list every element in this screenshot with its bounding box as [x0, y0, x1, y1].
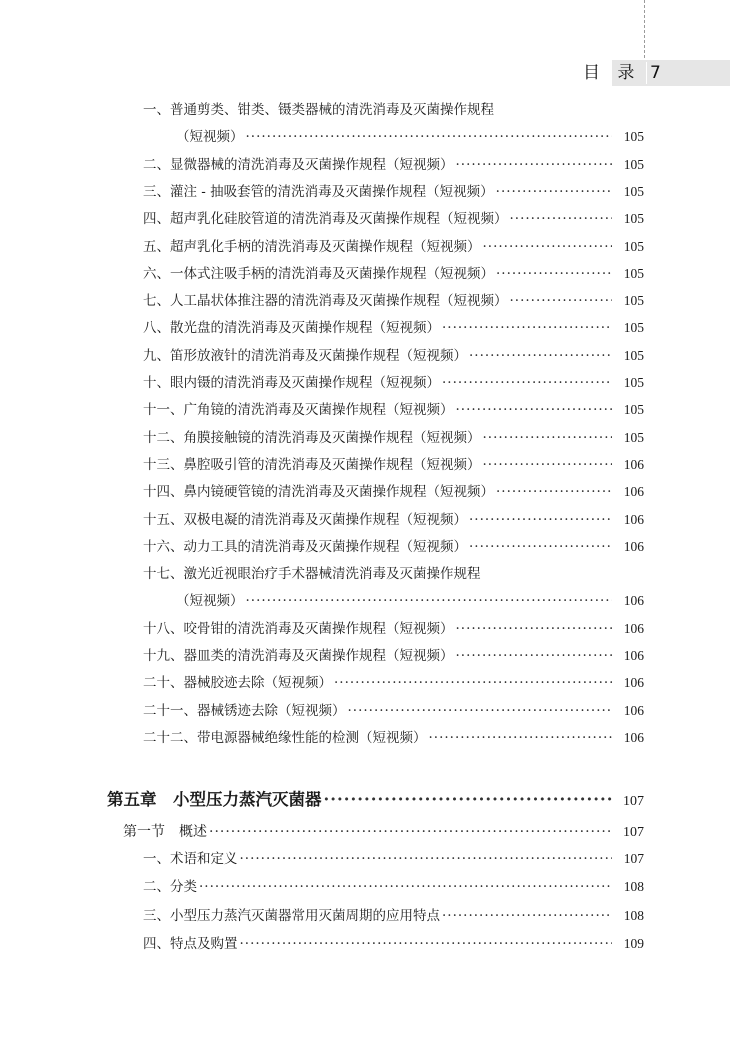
toc-subitem[interactable]	[143, 906, 644, 926]
toc-entry-page-number: 105	[623, 293, 644, 309]
dot-leader	[510, 291, 613, 311]
dot-leader	[456, 400, 613, 420]
toc-entry-page-number: 106	[623, 648, 644, 663]
toc-entry-page-number: 105	[623, 347, 644, 363]
toc-entry-page-number: 107	[623, 851, 644, 866]
toc-entry-page-number: 105	[623, 211, 644, 227]
toc-entry-title: 十九、器皿类的清洗消毒及灭菌操作规程（短视频）	[143, 648, 454, 664]
toc-entry-page-number: 108	[623, 879, 644, 895]
toc-entry-page-number: 107	[623, 825, 644, 840]
toc-entry-page-number: 105	[623, 183, 644, 199]
toc-entry[interactable]	[143, 482, 644, 502]
toc-entry[interactable]	[143, 291, 644, 311]
section-heading[interactable]	[123, 822, 644, 842]
toc-entry-title: 二十一、器械锈迹去除（短视频）	[143, 702, 346, 719]
toc-entry-title: 二十二、带电源器械绝缘性能的检测（短视频）	[143, 729, 427, 746]
dot-leader	[240, 934, 613, 954]
toc-entry-title: 十三、鼻腔吸引管的清洗消毒及灭菌操作规程（短视频）	[143, 456, 481, 473]
toc-entry-title: 二、显微器械的清洗消毒及灭菌操作规程（短视频）	[143, 156, 454, 173]
toc-entry-page-number: 105	[623, 156, 644, 172]
toc-entry[interactable]	[143, 537, 644, 557]
toc-entry-title: 七、人工晶状体推注器的清洗消毒及灭菌操作规程（短视频）	[143, 293, 508, 310]
dot-leader	[456, 646, 613, 666]
toc-entry[interactable]	[143, 455, 644, 475]
toc-entry-title: 二十、器械胶迹去除（短视频）	[143, 675, 332, 692]
toc-entry-continuation[interactable]	[176, 591, 644, 611]
dot-leader	[469, 510, 612, 530]
toc-entry-page-number: 106	[623, 456, 644, 472]
toc-entry-title: 十五、双极电凝的清洗消毒及灭菌操作规程（短视频）	[143, 511, 467, 528]
dot-leader	[442, 318, 612, 338]
toc-entry-page-number: 108	[623, 907, 644, 923]
toc-entry[interactable]	[143, 264, 644, 284]
running-header-title: 目 录	[583, 63, 641, 83]
toc-entry-title: 五、超声乳化手柄的清洗消毒及灭菌操作规程（短视频）	[143, 238, 481, 255]
toc-entry[interactable]	[143, 673, 644, 693]
toc-entry-title: 一、术语和定义	[143, 851, 238, 867]
header-divider	[646, 62, 647, 84]
margin-guide-line	[644, 0, 645, 58]
toc-entry-title: 十八、咬骨钳的清洗消毒及灭菌操作规程（短视频）	[143, 620, 454, 637]
dot-leader	[334, 673, 612, 693]
toc-entry-title: （短视频）	[176, 129, 244, 146]
dot-leader	[442, 373, 612, 393]
toc-entry-title[interactable]: 十七、激光近视眼治疗手术器械清洗消毒及灭菌操作规程	[143, 566, 481, 583]
toc-entry[interactable]	[143, 701, 644, 721]
dot-leader	[246, 591, 613, 611]
toc-entry-title: 十二、角膜接触镜的清洗消毒及灭菌操作规程（短视频）	[143, 429, 481, 446]
toc-entry[interactable]	[143, 346, 644, 366]
toc-entry-page-number: 109	[623, 935, 644, 951]
dot-leader	[456, 155, 613, 175]
dot-leader	[496, 482, 612, 502]
toc-entry-page-number: 106	[623, 511, 644, 527]
toc-entry-title: 四、特点及购置	[143, 935, 238, 952]
dot-leader	[483, 237, 613, 257]
dot-leader	[469, 346, 612, 366]
toc-entry-page-number: 106	[623, 593, 644, 609]
toc-entry[interactable]	[143, 209, 644, 229]
toc-entry-page-number: 105	[623, 402, 644, 418]
dot-leader	[442, 906, 612, 926]
dot-leader	[209, 822, 612, 842]
toc-entry-title[interactable]: 一、普通剪类、钳类、镊类器械的清洗消毒及灭菌操作规程	[143, 102, 494, 118]
dot-leader	[496, 264, 612, 284]
dot-leader	[324, 790, 613, 810]
toc-entry-title: 六、一体式注吸手柄的清洗消毒及灭菌操作规程（短视频）	[143, 265, 494, 282]
dot-leader	[456, 619, 613, 639]
toc-entry-page-number: 105	[623, 129, 644, 145]
toc-entry-title: 三、小型压力蒸汽灭菌器常用灭菌周期的应用特点	[143, 907, 440, 924]
toc-subitem[interactable]	[143, 934, 644, 954]
toc-entry-title: 八、散光盘的清洗消毒及灭菌操作规程（短视频）	[143, 320, 440, 337]
toc-entry[interactable]	[143, 182, 644, 202]
toc-entry-page-number: 106	[623, 675, 644, 691]
dot-leader	[240, 849, 613, 869]
toc-entry[interactable]	[143, 155, 644, 175]
toc-entry-title: （短视频）	[176, 593, 244, 610]
toc-entry[interactable]	[143, 318, 644, 338]
toc-entry-continuation[interactable]	[176, 127, 644, 147]
dot-leader	[483, 428, 613, 448]
dot-leader	[483, 455, 613, 475]
dot-leader	[429, 728, 613, 748]
dot-leader	[496, 182, 612, 202]
toc-entry-page-number: 105	[623, 320, 644, 336]
dot-leader	[510, 209, 613, 229]
toc-entry-page-number: 106	[623, 538, 644, 554]
toc-entry[interactable]	[143, 646, 644, 666]
toc-entry-title: 四、超声乳化硅胶管道的清洗消毒及灭菌操作规程（短视频）	[143, 211, 508, 228]
toc-entry-page-number: 106	[623, 729, 644, 745]
chapter-heading[interactable]	[107, 790, 644, 810]
toc-entry-title: 第一节 概述	[123, 824, 207, 840]
toc-subitem[interactable]	[143, 877, 644, 897]
toc-entry[interactable]	[143, 428, 644, 448]
toc-entry[interactable]	[143, 619, 644, 639]
toc-entry-page-number: 106	[623, 620, 644, 636]
toc-entry-title: 十六、动力工具的清洗消毒及灭菌操作规程（短视频）	[143, 538, 467, 555]
dot-leader	[199, 877, 612, 897]
toc-entry-page-number: 106	[623, 702, 644, 718]
toc-entry-title: 二、分类	[143, 879, 197, 896]
toc-entry-page-number: 107	[623, 794, 644, 809]
toc-entry-page-number: 105	[623, 265, 644, 281]
toc-entry-title: 三、灌注 - 抽吸套管的清洗消毒及灭菌操作规程（短视频）	[143, 183, 494, 200]
toc-subitem[interactable]	[143, 849, 644, 869]
toc-entry[interactable]	[143, 237, 644, 257]
toc-entry-title: 十一、广角镜的清洗消毒及灭菌操作规程（短视频）	[143, 402, 454, 419]
toc-entry[interactable]	[143, 373, 644, 393]
running-header-page-number: 7	[650, 63, 661, 83]
toc-entry-page-number: 105	[623, 429, 644, 445]
dot-leader	[348, 701, 613, 721]
toc-entry[interactable]	[143, 728, 644, 748]
toc-entry-title: 第五章 小型压力蒸汽灭菌器	[107, 790, 322, 809]
dot-leader	[469, 537, 612, 557]
toc-entry-page-number: 105	[623, 375, 644, 390]
toc-entry-page-number: 106	[623, 484, 644, 500]
dot-leader	[246, 127, 613, 147]
toc-entry[interactable]	[143, 510, 644, 530]
toc-entry-title: 九、笛形放液针的清洗消毒及灭菌操作规程（短视频）	[143, 347, 467, 364]
toc-entry-page-number: 105	[623, 238, 644, 254]
toc-entry[interactable]	[143, 400, 644, 420]
toc-entry-title: 十四、鼻内镜硬管镜的清洗消毒及灭菌操作规程（短视频）	[143, 484, 494, 501]
toc-entry-title: 十、眼内镊的清洗消毒及灭菌操作规程（短视频）	[143, 375, 440, 391]
